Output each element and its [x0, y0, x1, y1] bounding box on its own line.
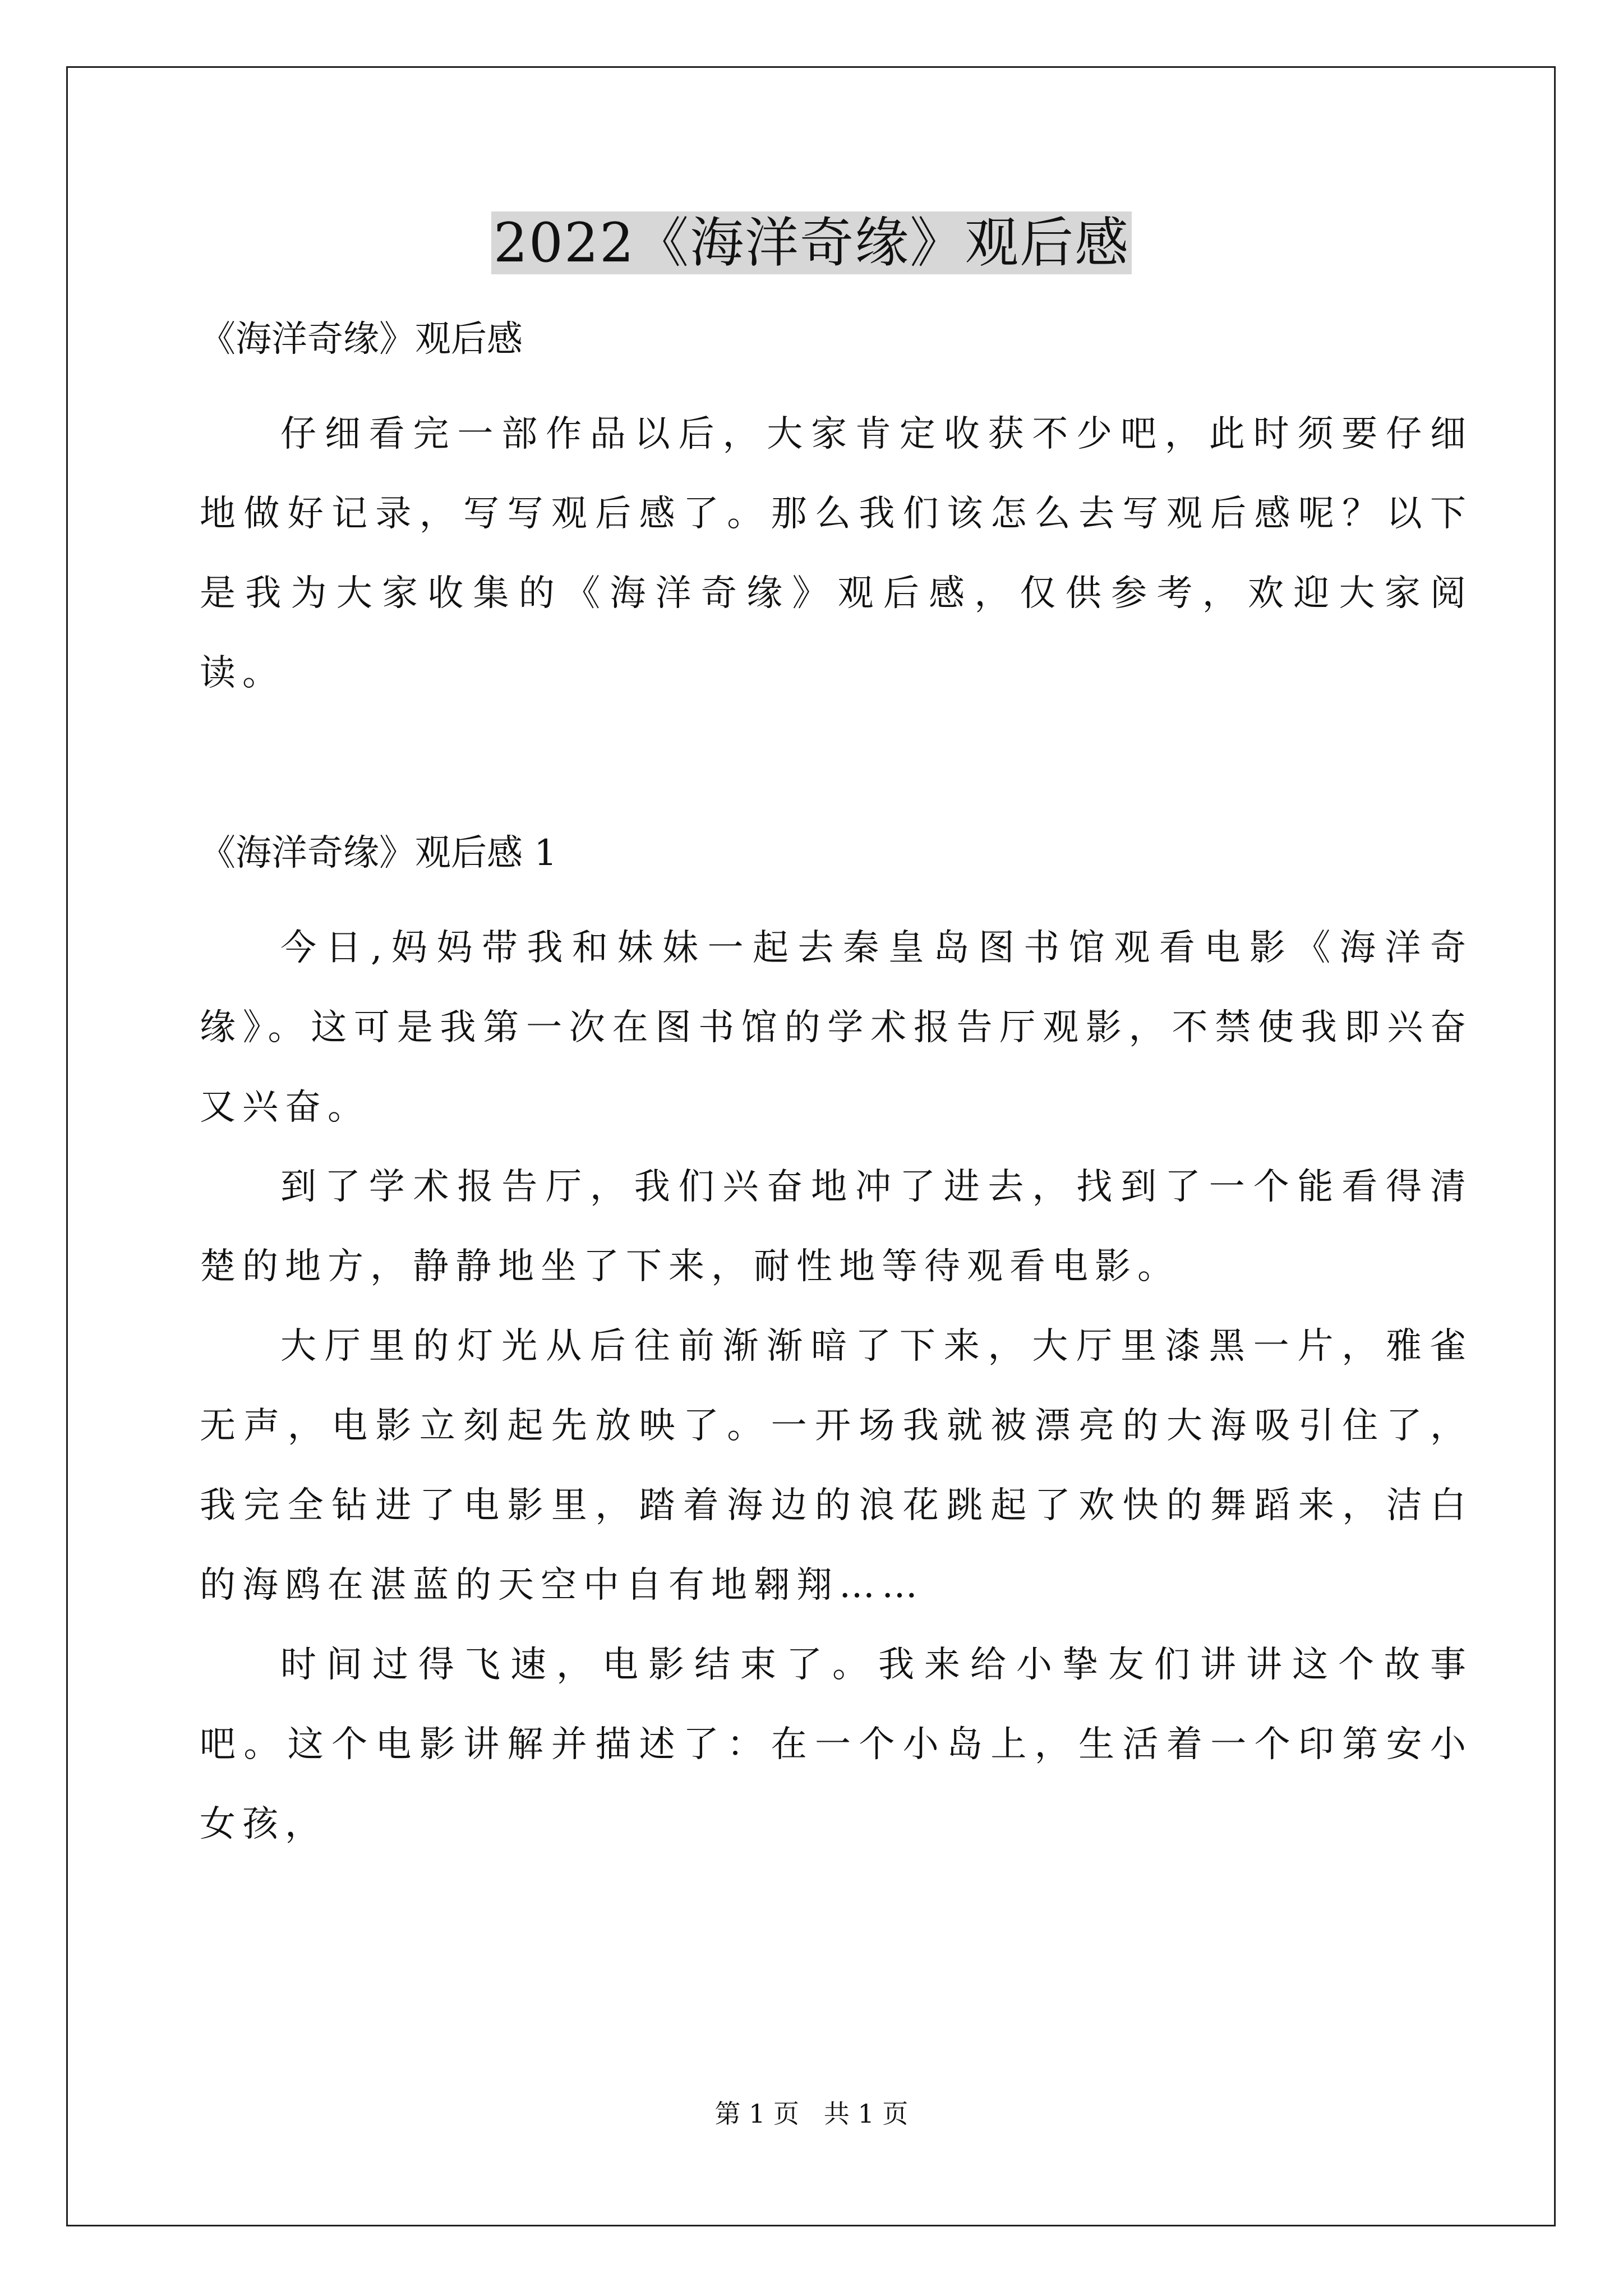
document-title: [0, 206, 1623, 279]
document-body: [200, 311, 1473, 1864]
intro-heading: 《海洋奇缘》观后感: [200, 319, 523, 360]
document-title-text: 2022《海洋奇缘》观后感: [491, 211, 1132, 274]
body-paragraph: 大厅里的灯光从后往前渐渐暗了下来，大厅里漆黑一片，雅雀无声，电影立刻起先放映了。一开场我就被漂亮的大海吸引住了，我完全钻进了电影里，踏着海边的浪花跳起了欢快的舞蹈来，洁白的海鸥在湛蓝的天空中自有地翱翔……: [200, 1326, 1473, 1606]
section-heading: 《海洋奇缘》观后感 1: [200, 832, 557, 874]
body-paragraph: 到了学术报告厅，我们兴奋地冲了进去，找到了一个能看得清楚的地方，静静地坐了下来，耐性地等待观看电影。: [200, 1166, 1473, 1287]
intro-paragraph: 仔细看完一部作品以后，大家肯定收获不少吧，此时须要仔细地做好记录，写写观后感了。那么我们该怎么去写观后感呢？以下是我为大家收集的《海洋奇缘》观后感，仅供参考，欢迎大家阅读。: [200, 413, 1473, 694]
page-footer: [0, 2097, 1623, 2131]
body-paragraph: 时间过得飞速，电影结束了。我来给小挚友们讲讲这个故事吧。这个电影讲解并描述了：在一个小岛上，生活着一个印第安小女孩，: [200, 1644, 1473, 1845]
body-paragraph: 今日,妈妈带我和妹妹一起去秦皇岛图书馆观看电影《海洋奇缘》。这可是我第一次在图书馆的学术报告厅观影，不禁使我即兴奋又兴奋。: [200, 927, 1473, 1128]
page-number: 第 1 页 共 1 页: [714, 2099, 909, 2129]
